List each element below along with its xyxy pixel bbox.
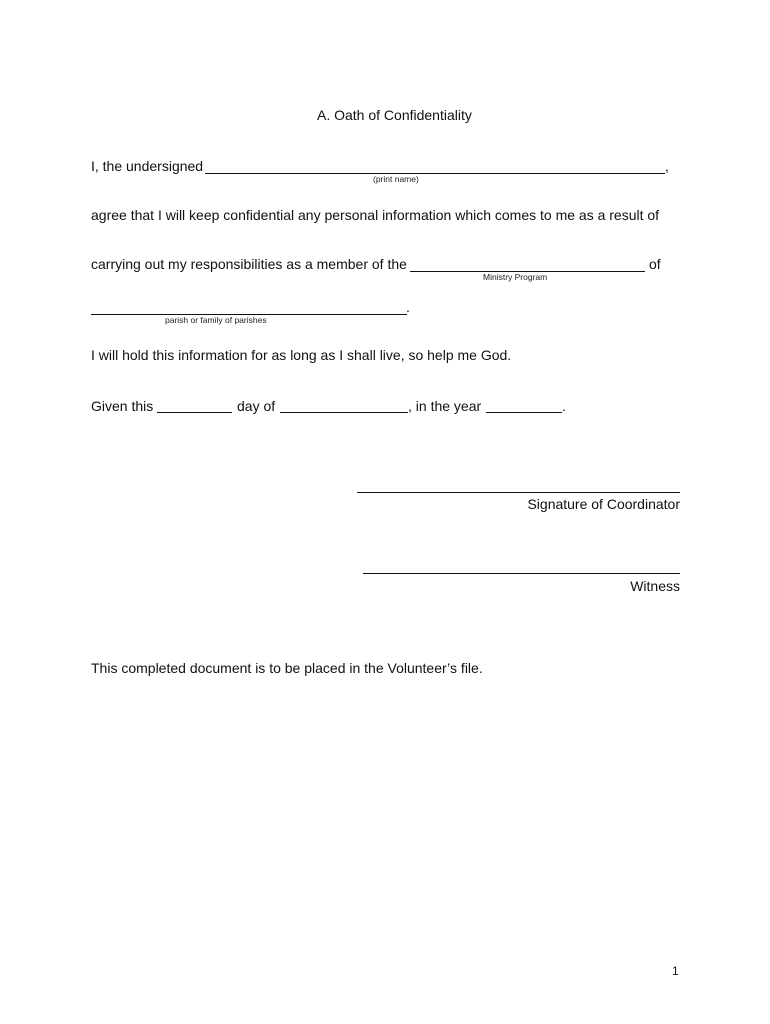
witness-label: Witness [630, 578, 680, 594]
undersigned-label: I, the undersigned [91, 158, 204, 174]
given-this-label: Given this [91, 398, 154, 414]
day-field[interactable] [157, 412, 232, 413]
in-the-year-label: , in the year [408, 398, 482, 414]
agreement-text: agree that I will keep confidential any personal information which comes to me as a result of [91, 207, 660, 223]
ministry-program-caption: Ministry Program [483, 272, 548, 282]
day-of-label: day of [237, 398, 276, 414]
page-number: 1 [672, 964, 679, 978]
parish-period: . [406, 299, 410, 315]
print-name-field[interactable] [205, 173, 665, 174]
parish-caption: parish or family of parishes [165, 315, 267, 325]
coordinator-signature-label: Signature of Coordinator [527, 496, 680, 512]
year-period: . [562, 398, 566, 414]
responsibilities-label: carrying out my responsibilities as a member of the [91, 256, 407, 272]
document-title: A. Oath of Confidentiality [317, 107, 472, 123]
footer-note: This completed document is to be placed in the Volunteer’s file. [91, 660, 483, 676]
month-field[interactable] [280, 412, 408, 413]
responsibilities-of: of [649, 256, 661, 272]
print-name-caption: (print name) [373, 174, 419, 184]
witness-signature-field[interactable] [363, 573, 680, 574]
undersigned-comma: , [665, 158, 669, 174]
year-field[interactable] [486, 412, 562, 413]
oath-statement: I will hold this information for as long as I shall live, so help me God. [91, 347, 512, 363]
coordinator-signature-field[interactable] [357, 492, 680, 493]
